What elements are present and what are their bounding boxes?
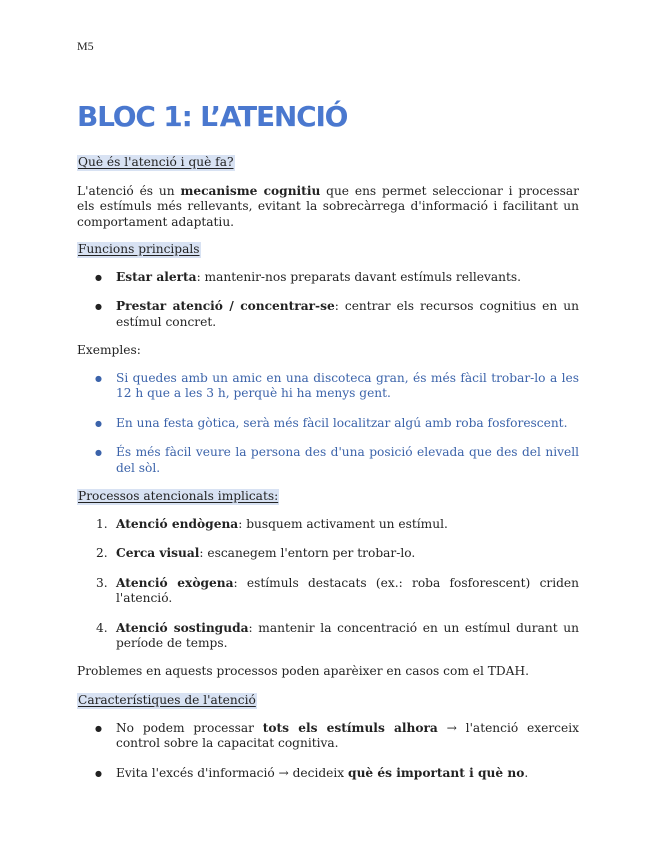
- list-item: ● No podem processar tots els estímuls alhora → l'atenció exerceix control sobre la capacitat cognitiva.: [77, 721, 579, 752]
- list-item: 4. Atenció sostinguda: mantenir la concentració en un estímul durant un període de temps.: [96, 620, 579, 650]
- section-functions: [77, 242, 579, 476]
- list-number: 4.: [96, 620, 108, 635]
- section-heading: Característiques de l'atenció: [78, 693, 256, 707]
- list-item: ● Evita l'excés d'informació → decideix què és important i què no.: [77, 766, 579, 782]
- section-heading: Què és l'atenció i què fa?: [78, 155, 234, 169]
- list-item: 3. Atenció exògena: estímuls destacats (ex.: roba fosforescent) criden l'atenció.: [96, 575, 579, 605]
- header-label: M5: [77, 39, 94, 53]
- list-item: ● És més fàcil veure la persona des d'una posició elevada que des del nivell del sòl.: [77, 445, 579, 476]
- list-number: 1.: [96, 516, 108, 531]
- section-processes: [77, 489, 579, 679]
- functions-list: [77, 270, 579, 331]
- list-item: ● Si quedes amb un amic en una discoteca gran, és més fàcil trobar-lo a les 12 h que a les 3 h, perquè hi ha menys gent.: [77, 371, 579, 402]
- section-heading: Funcions principals: [78, 242, 200, 256]
- list-item: 2. Cerca visual: escanegem l'entorn per trobar-lo.: [96, 546, 416, 560]
- list-item: ● Estar alerta: mantenir-nos preparats davant estímuls rellevants.: [77, 270, 579, 286]
- list-item: ● En una festa gòtica, serà més fàcil localitzar algú amb roba fosforescent.: [77, 416, 579, 432]
- page-title: BLOC 1: L’ATENCIÓ: [77, 100, 348, 133]
- bold-term: mecanisme cognitiu: [180, 183, 321, 198]
- section-characteristics: [77, 693, 579, 781]
- processes-list: [77, 517, 579, 652]
- document-body: [77, 155, 579, 781]
- list-number: 2.: [96, 546, 108, 560]
- characteristics-list: [77, 721, 579, 782]
- examples-label: Exemples:: [77, 343, 141, 357]
- list-number: 3.: [96, 575, 108, 590]
- examples-list: [77, 371, 579, 477]
- list-item: ● Prestar atenció / concentrar-se: centrar els recursos cognitius en un estímul concret.: [77, 299, 579, 330]
- definition-paragraph: L'atenció és un mecanisme cognitiu que ens permet seleccionar i processar els estímuls més rellevants, evitant la sobrecàrrega d'informació i facilitant un comportament adaptatiu.: [77, 183, 579, 229]
- section-definition: [77, 155, 579, 230]
- processes-note: Problemes en aquests processos poden aparèixer en casos com el TDAH.: [77, 663, 529, 678]
- list-item: 1. Atenció endògena: busquem activament un estímul.: [96, 516, 448, 531]
- section-heading: Processos atencionals implicats:: [78, 489, 279, 503]
